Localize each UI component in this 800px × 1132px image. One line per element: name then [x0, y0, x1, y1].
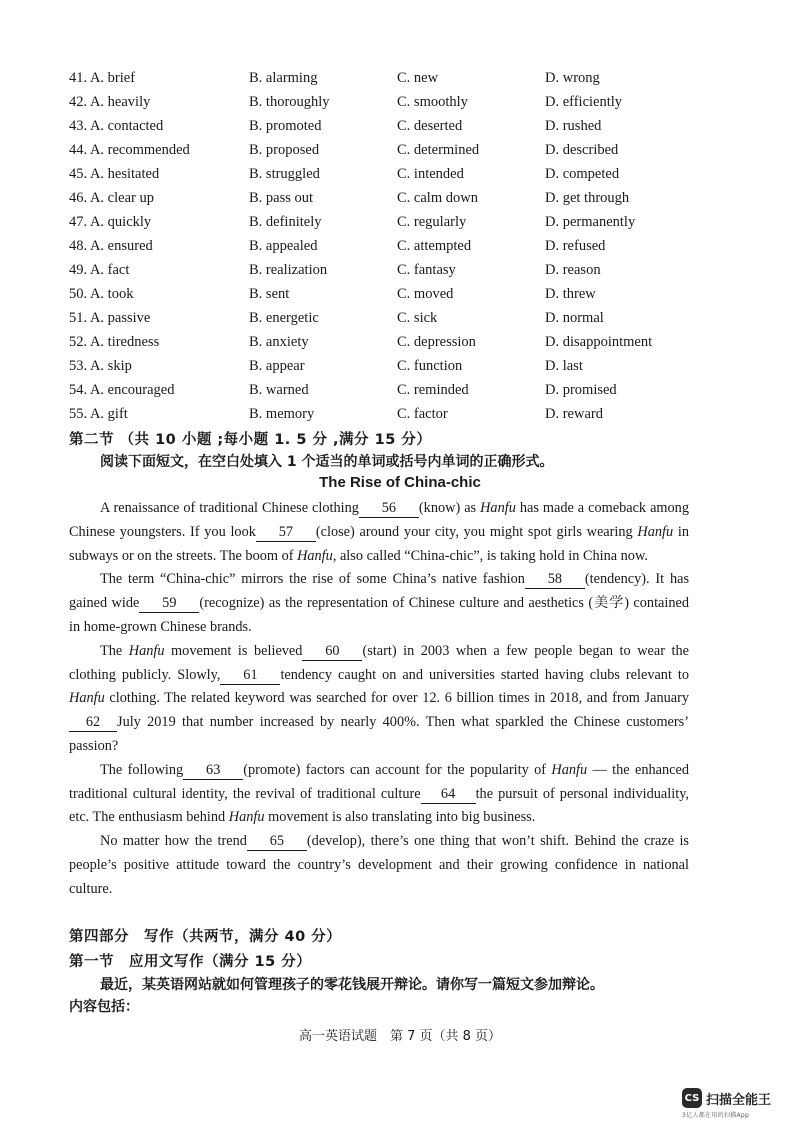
- text: the pursuit of personal individuality, etc. The enthusiasm behind: [69, 785, 689, 826]
- text: No matter how the trend: [100, 833, 247, 850]
- blank-62[interactable]: 62: [69, 713, 117, 732]
- text: movement is believed: [164, 642, 303, 659]
- option-c: C. sick: [397, 309, 438, 326]
- watermark-subtitle: 3亿人都在用的扫描App: [682, 1112, 750, 1119]
- option-c: C. smoothly: [397, 93, 468, 110]
- option-a: 46. A. clear up: [69, 189, 154, 206]
- blank-57[interactable]: 57: [256, 523, 316, 542]
- part4-section1-heading: 第一节 应用文写作（满分 15 分）: [69, 954, 312, 970]
- option-row: [69, 378, 709, 402]
- option-b: B. memory: [249, 405, 315, 422]
- hanfu-term: Hanfu: [480, 500, 516, 516]
- option-d: D. permanently: [545, 213, 636, 230]
- option-d: D. last: [545, 357, 583, 374]
- option-row: [69, 234, 709, 258]
- option-b: B. thoroughly: [249, 93, 330, 110]
- option-c: C. intended: [397, 165, 464, 182]
- option-row: [69, 186, 709, 210]
- blank-63[interactable]: 63: [183, 761, 243, 780]
- option-row: [69, 282, 709, 306]
- text: (close) around your city, you might spot girls wearing: [315, 523, 638, 540]
- option-d: D. described: [545, 141, 619, 158]
- option-a: 55. A. gift: [69, 405, 128, 422]
- option-d: D. efficiently: [545, 93, 623, 110]
- hanfu-term: Hanfu: [69, 690, 105, 707]
- text: July 2019 that number increased by nearly 400%. Then what sparkled the Chinese customers’ passion?: [69, 714, 689, 754]
- option-row: [69, 138, 709, 162]
- text: in subways or on the streets. The boom of: [69, 523, 689, 564]
- option-row: [69, 90, 709, 114]
- part4-instruction: 最近，某英语网站就如何管理孩子的零花钱展开辩论。请你写一篇短文参加辩论。: [100, 977, 604, 993]
- option-d: D. normal: [545, 309, 604, 326]
- option-c: C. new: [397, 69, 439, 86]
- option-d: D. competed: [545, 165, 620, 182]
- option-d: D. wrong: [545, 69, 600, 86]
- blank-59[interactable]: 59: [139, 594, 199, 613]
- option-b: B. warned: [249, 381, 309, 398]
- options-table: [69, 66, 709, 426]
- text: (tendency). It has gained wide: [69, 571, 690, 612]
- option-b: B. realization: [249, 261, 328, 278]
- hanfu-term: Hanfu: [297, 547, 333, 564]
- option-c: C. function: [397, 357, 463, 374]
- scanner-watermark: [682, 1088, 794, 1119]
- option-row: [69, 114, 709, 138]
- text: (know) as: [418, 500, 481, 516]
- text: (develop), there’s one thing that won’t shift. Behind the craze is people’s positive attitude toward the country’s development and their growing confidence in national culture.: [69, 833, 689, 897]
- option-row: [69, 402, 709, 426]
- paragraph-3: [69, 640, 689, 759]
- option-row: [69, 330, 709, 354]
- option-b: B. appear: [249, 357, 305, 374]
- text: (start) in 2003 when a few people began to wear the clothing publicly. Slowly,: [69, 642, 689, 683]
- option-c: C. regularly: [397, 213, 467, 230]
- option-d: D. get through: [545, 189, 630, 206]
- option-b: B. promoted: [249, 117, 322, 134]
- content-label: 内容包括：: [69, 999, 139, 1015]
- option-row: [69, 258, 709, 282]
- text: (recognize) as the representation of Chinese culture and aesthetics (美学) contained in home-grown Chinese brands.: [69, 595, 690, 635]
- hanfu-term: Hanfu: [228, 809, 265, 826]
- section2-heading: 第二节 （共 10 小题 ;每小题 1. 5 分 ,满分 15 分）: [69, 432, 432, 448]
- option-a: 42. A. heavily: [69, 93, 151, 110]
- option-c: C. determined: [397, 141, 480, 158]
- part4-heading: 第四部分 写作（共两节，满分 40 分）: [69, 929, 342, 945]
- watermark-name: 扫描全能王: [706, 1092, 772, 1108]
- option-a: 48. A. ensured: [69, 237, 153, 254]
- option-d: D. promised: [545, 381, 617, 398]
- blank-65[interactable]: 65: [247, 832, 307, 851]
- option-a: 50. A. took: [69, 285, 134, 302]
- option-row: [69, 210, 709, 234]
- paragraph-5: [69, 830, 689, 901]
- option-c: C. attempted: [397, 237, 472, 254]
- option-a: 45. A. hesitated: [69, 165, 160, 182]
- option-a: 47. A. quickly: [69, 213, 152, 230]
- option-row: [69, 162, 709, 186]
- paragraph-2: [69, 568, 689, 639]
- option-b: B. appealed: [249, 237, 318, 254]
- text: clothing. The related keyword was searched for over 12. 6 billion times in 2018, and from January: [104, 690, 689, 707]
- text: The: [100, 642, 129, 659]
- option-a: 51. A. passive: [69, 309, 151, 326]
- option-row: [69, 306, 709, 330]
- text: The following: [100, 761, 184, 778]
- option-a: 54. A. encouraged: [69, 381, 175, 398]
- blank-58[interactable]: 58: [525, 570, 585, 589]
- text: tendency caught on and universities started having clubs relevant to: [280, 666, 690, 683]
- paragraph-1: [69, 497, 689, 568]
- option-a: 44. A. recommended: [69, 141, 190, 158]
- text: (promote) factors can account for the popularity of: [243, 761, 552, 778]
- option-b: B. sent: [249, 285, 290, 302]
- option-row: [69, 66, 709, 90]
- option-a: 41. A. brief: [69, 69, 136, 86]
- option-c: C. reminded: [397, 381, 469, 398]
- blank-61[interactable]: 61: [220, 666, 280, 685]
- page-footer: 高一英语试题 第 7 页（共 8 页）: [298, 1029, 502, 1044]
- passage-title: The Rise of China-chic: [319, 474, 481, 491]
- option-c: C. fantasy: [397, 261, 456, 278]
- text: — the enhanced traditional cultural identity, the revival of traditional culture: [69, 761, 689, 802]
- option-c: C. factor: [397, 405, 448, 422]
- option-c: C. calm down: [397, 189, 478, 206]
- option-b: B. proposed: [249, 141, 320, 158]
- option-d: D. refused: [545, 237, 606, 254]
- section2-instruction: 阅读下面短文，在空白处填入 1 个适当的单词或括号内单词的正确形式。: [100, 454, 554, 470]
- option-d: D. disappointment: [545, 333, 653, 350]
- option-a: 52. A. tiredness: [69, 333, 160, 350]
- option-a: 43. A. contacted: [69, 117, 164, 134]
- option-d: D. threw: [545, 285, 596, 302]
- option-b: B. struggled: [249, 165, 320, 182]
- option-b: B. energetic: [249, 309, 319, 326]
- option-c: C. deserted: [397, 117, 463, 134]
- text: movement is also translating into big business.: [264, 809, 536, 826]
- option-b: B. alarming: [249, 69, 318, 86]
- blank-60[interactable]: 60: [302, 642, 362, 661]
- option-d: D. reward: [545, 405, 603, 422]
- option-c: C. moved: [397, 285, 454, 302]
- hanfu-term: Hanfu: [637, 523, 674, 540]
- text: The term “China-chic” mirrors the rise of some China’s native fashion: [100, 571, 525, 588]
- option-b: B. definitely: [249, 213, 322, 230]
- blank-64[interactable]: 64: [421, 785, 476, 804]
- option-b: B. anxiety: [249, 333, 309, 350]
- hanfu-term: Hanfu: [551, 761, 588, 778]
- option-row: [69, 354, 709, 378]
- camscanner-logo-icon: CS: [682, 1088, 702, 1108]
- blank-56[interactable]: 56: [359, 499, 419, 518]
- text: , also called “China-chic”, is taking hold in China now.: [332, 547, 648, 564]
- text: has made a comeback among Chinese youngsters. If you look: [69, 500, 689, 540]
- option-a: 49. A. fact: [69, 261, 130, 278]
- option-c: C. depression: [397, 333, 476, 350]
- hanfu-term: Hanfu: [128, 642, 165, 659]
- passage: [69, 497, 689, 902]
- option-b: B. pass out: [249, 189, 314, 206]
- option-d: D. reason: [545, 261, 601, 278]
- text: A renaissance of traditional Chinese clothing: [100, 500, 359, 516]
- option-a: 53. A. skip: [69, 357, 132, 374]
- paragraph-4: [69, 759, 689, 830]
- option-d: D. rushed: [545, 117, 602, 134]
